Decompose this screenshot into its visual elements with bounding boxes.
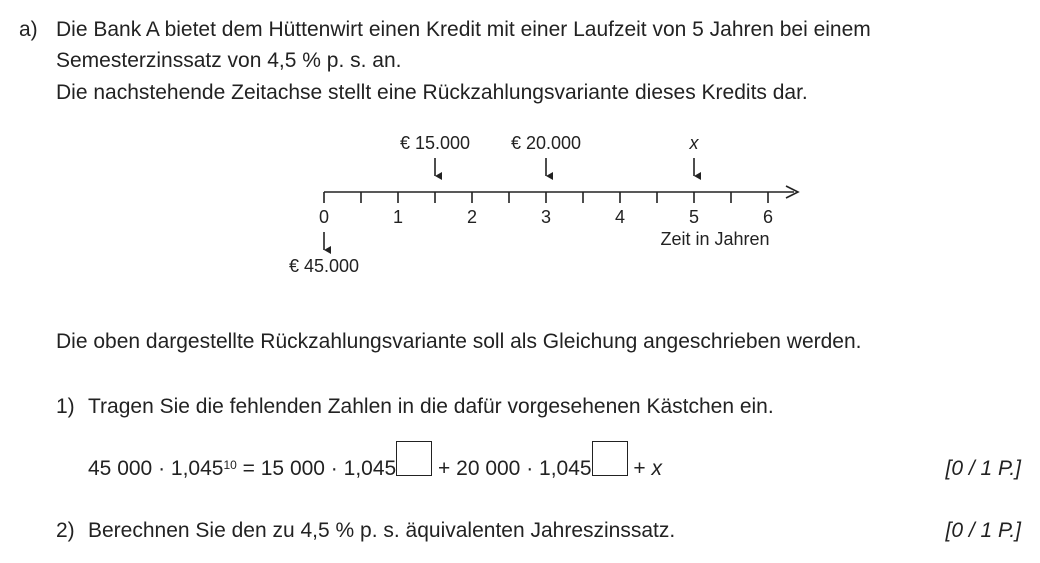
task-2-number: 2)	[56, 519, 75, 542]
task-1-points: [0 / 1 P.]	[945, 457, 1021, 480]
payment-label-20000: € 20.000	[510, 133, 582, 153]
eq-exponent-1: 10	[223, 458, 237, 472]
part-a-line-1: Die Bank A bietet dem Hüttenwirt einen Kredit mit einer Laufzeit von 5 Jahren bei einem	[56, 18, 871, 41]
part-a-line-2: Semesterzinssatz von 4,5 % p. s. an.	[56, 49, 402, 72]
payment-label-x: x	[689, 133, 699, 153]
loan-label-45000: € 45.000	[288, 256, 360, 276]
tick-label-6: 6	[762, 207, 774, 227]
tick-label-4: 4	[614, 207, 626, 227]
eq-part-3: + 20 000 · 1,045	[432, 457, 592, 480]
eq-part-2: = 15 000 · 1,045	[236, 457, 397, 480]
task-1-text: Tragen Sie die fehlenden Zahlen in die dafür vorgesehenen Kästchen ein.	[88, 395, 774, 418]
part-a-label: a)	[19, 18, 38, 41]
tick-label-5: 5	[688, 207, 700, 227]
exponent-answer-box-2[interactable]	[592, 441, 628, 476]
equation	[88, 456, 662, 491]
exponent-answer-box-1[interactable]	[396, 441, 432, 476]
tick-label-2: 2	[466, 207, 478, 227]
statement-text: Die oben dargestellte Rückzahlungsvariante soll als Gleichung angeschrieben werden.	[56, 330, 862, 353]
tick-label-0: 0	[318, 207, 330, 227]
eq-part-1: 45 000 · 1,045	[88, 457, 224, 480]
part-a-line-3: Die nachstehende Zeitachse stellt eine Rückzahlungsvariante dieses Kredits dar.	[56, 81, 808, 104]
task-2-text: Berechnen Sie den zu 4,5 % p. s. äquivalenten Jahreszinssatz.	[88, 519, 676, 542]
tick-label-3: 3	[540, 207, 552, 227]
task-2-points: [0 / 1 P.]	[945, 519, 1021, 542]
eq-variable-x: x	[651, 457, 663, 480]
task-1-number: 1)	[56, 395, 75, 418]
tick-label-1: 1	[392, 207, 404, 227]
timeline-axis-label: Zeit in Jahren	[660, 229, 770, 249]
payment-label-15000: € 15.000	[399, 133, 471, 153]
eq-part-4: +	[627, 457, 652, 480]
timeline-ticks	[324, 192, 768, 203]
